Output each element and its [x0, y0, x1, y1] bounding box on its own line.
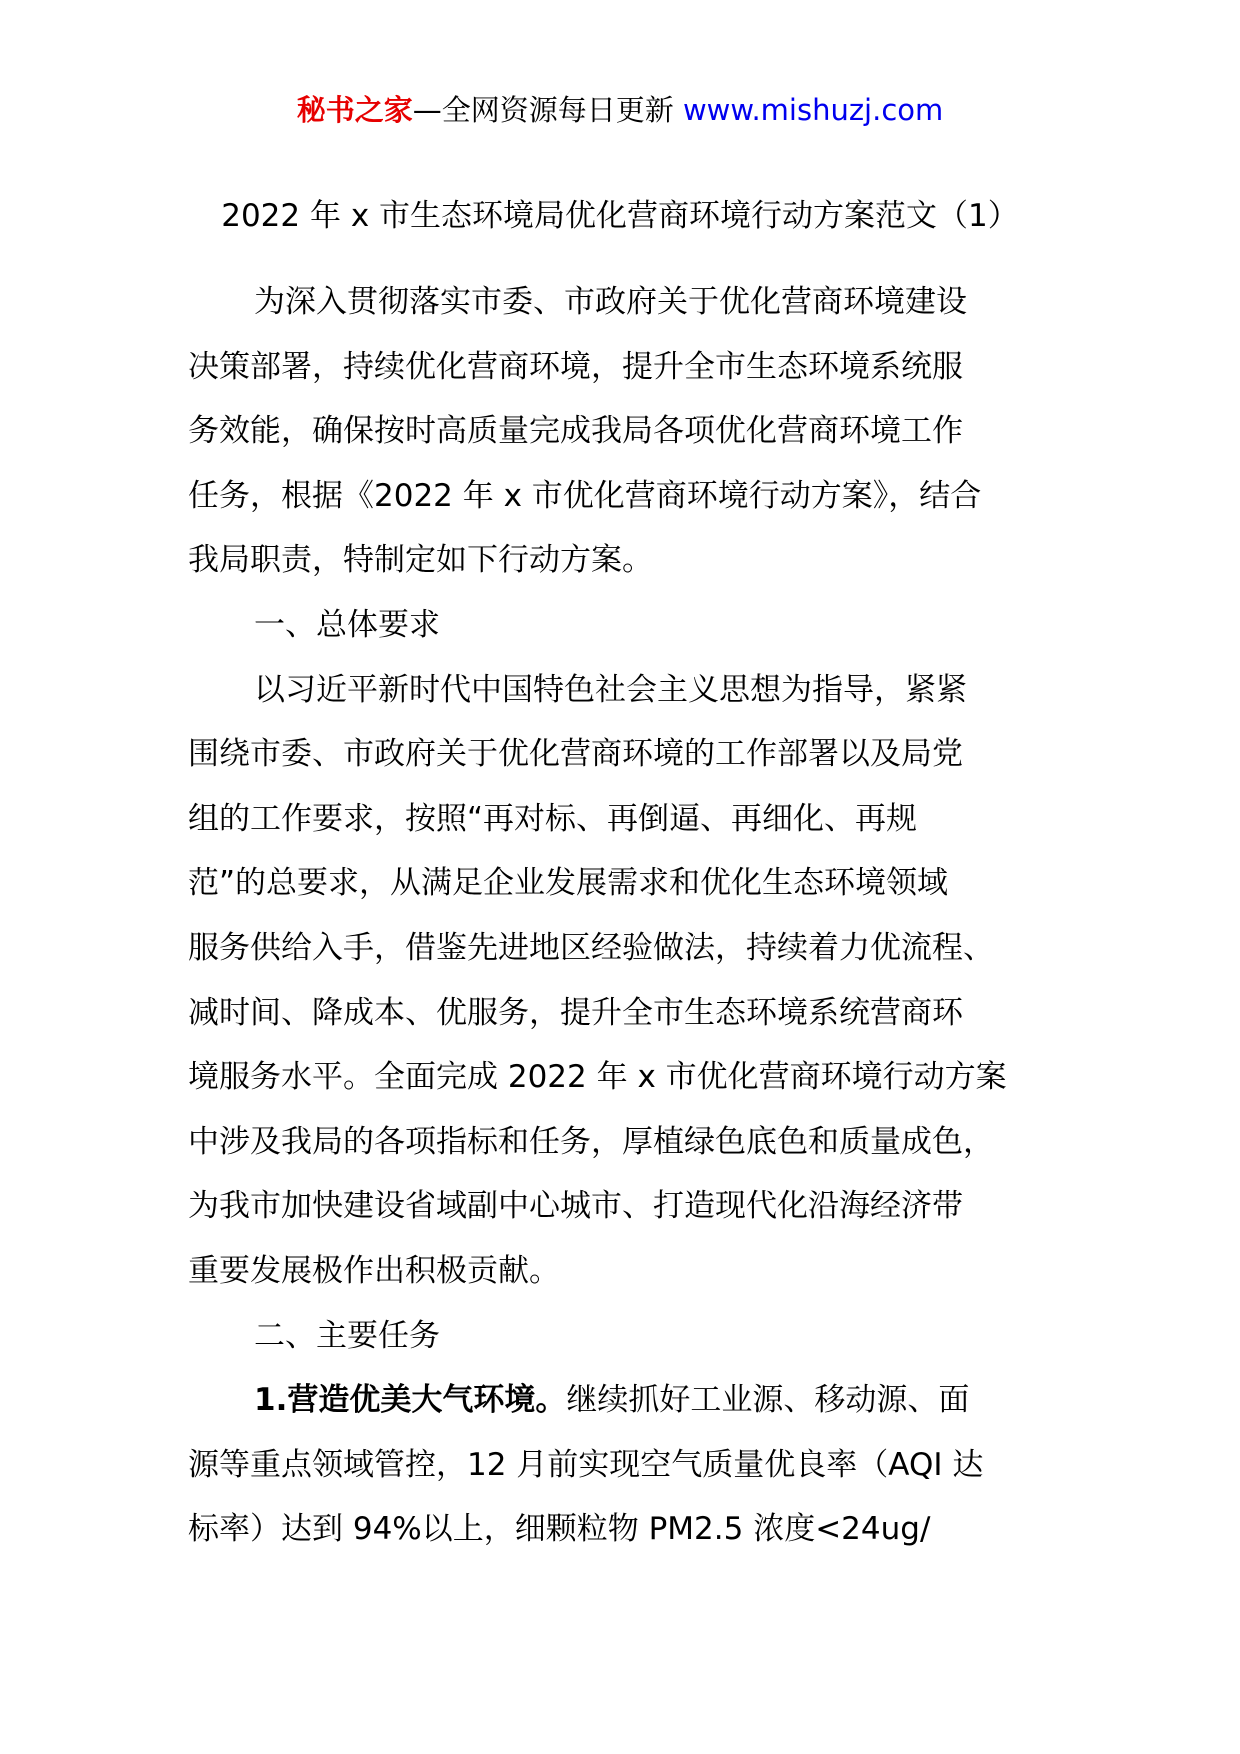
paragraph-line: 重要发展极作出积极贡献。: [188, 1252, 560, 1289]
paragraph-line: 境服务水平。全面完成 2022 年 x 市优化营商环境行动方案: [188, 1059, 1007, 1096]
paragraph-line: 以习近平新时代中国特色社会主义思想为指导，紧紧: [254, 671, 967, 708]
document-body: [188, 270, 1068, 1562]
site-brand: 秘书之家: [296, 93, 413, 127]
section-heading-general-requirements: 一、总体要求: [254, 606, 440, 643]
document-title: 2022 年 x 市生态环境局优化营商环境行动方案范文（1）: [221, 198, 1019, 234]
paragraph-line: 决策部署，持续优化营商环境，提升全市生态环境系统服: [188, 348, 963, 385]
paragraph-line: 组的工作要求，按照“再对标、再倒逼、再细化、再规: [188, 800, 918, 837]
paragraph-line: 为我市加快建设省域副中心城市、打造现代化沿海经济带: [188, 1188, 963, 1225]
paragraph-line: 我局职责，特制定如下行动方案。: [188, 542, 653, 579]
paragraph-line: 为深入贯彻落实市委、市政府关于优化营商环境建设: [254, 284, 967, 320]
paragraph-line: 服务供给入手，借鉴先进地区经验做法，持续着力优流程、: [188, 929, 994, 966]
paragraph-line: 减时间、降成本、优服务，提升全市生态环境系统营商环: [188, 994, 963, 1031]
paragraph-line: 标率）达到 94%以上，细颗粒物 PM2.5 浓度<24ug/: [188, 1511, 931, 1548]
paragraph-line: 任务，根据《2022 年 x 市优化营商环境行动方案》，结合: [188, 477, 982, 514]
task-1-line: [188, 1368, 1068, 1433]
paragraph-line: 源等重点领域管控，12 月前实现空气质量优良率（AQI 达: [188, 1446, 984, 1483]
site-tagline: —全网资源每日更新: [412, 93, 683, 127]
paragraph-line: 围绕市委、市政府关于优化营商环境的工作部署以及局党: [188, 736, 963, 773]
task-1-text: 继续抓好工业源、移动源、面: [566, 1382, 970, 1419]
site-url-link[interactable]: www.mishuzj.com: [682, 93, 944, 127]
site-header: [0, 88, 1240, 132]
section-heading-main-tasks: 二、主要任务: [254, 1317, 440, 1354]
paragraph-line: 范”的总要求，从满足企业发展需求和优化生态环境领域: [188, 865, 949, 902]
paragraph-line: 中涉及我局的各项指标和任务，厚植绿色底色和质量成色，: [188, 1123, 994, 1160]
task-1-heading: 1.营造优美大气环境。: [254, 1382, 567, 1419]
paragraph-line: 务效能，确保按时高质量完成我局各项优化营商环境工作: [188, 413, 963, 450]
